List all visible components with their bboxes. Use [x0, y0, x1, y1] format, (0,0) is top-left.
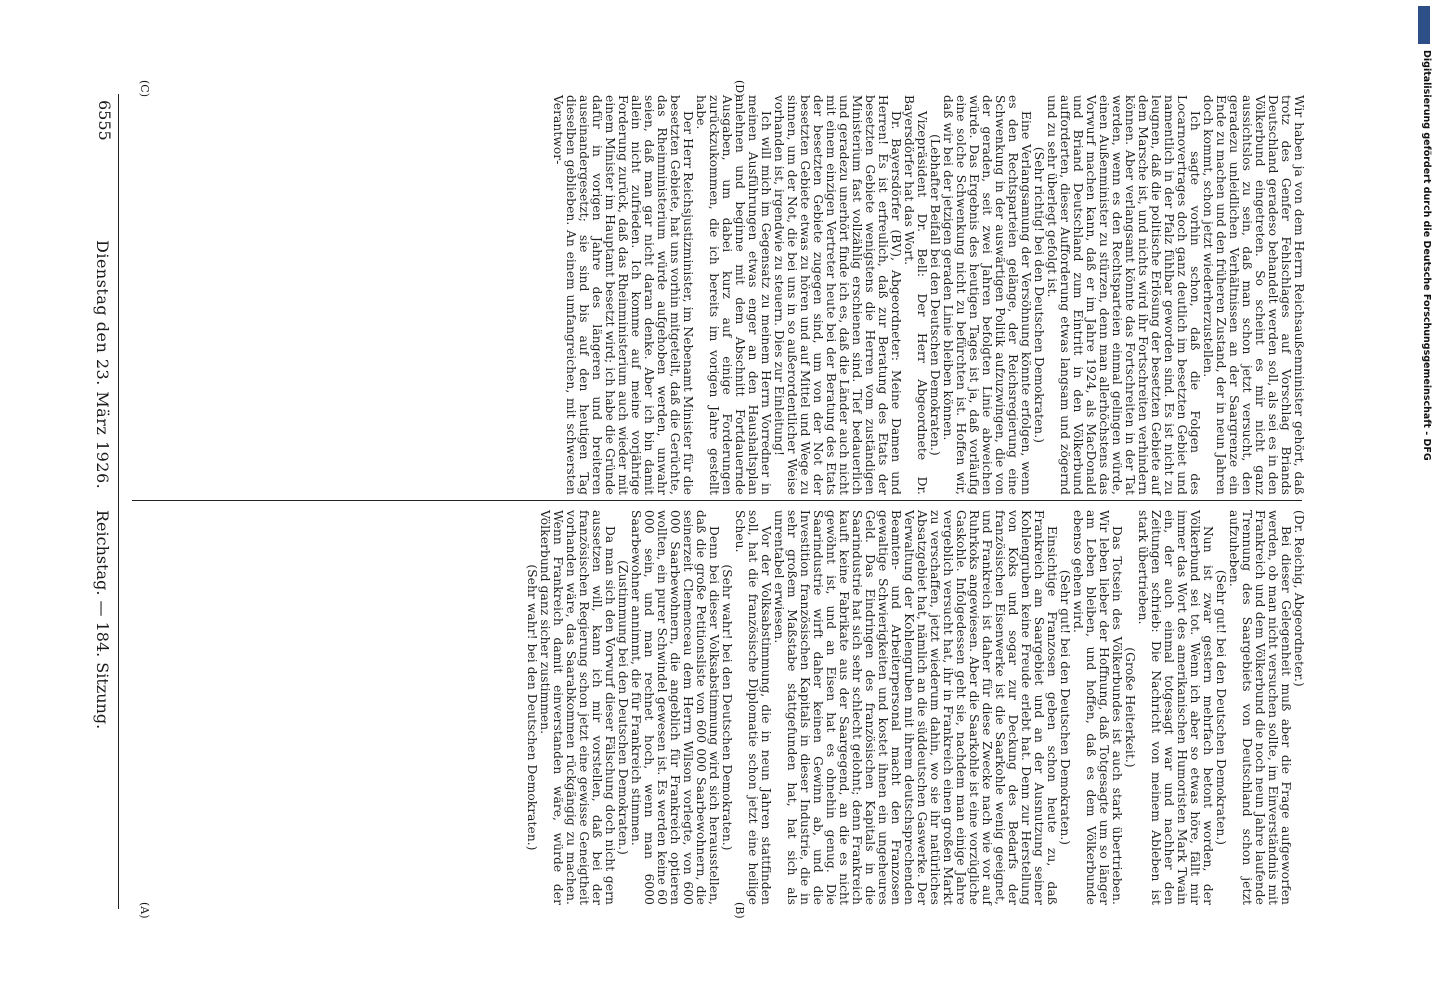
right-column-paragraph: Der Herr Reichsjustizminister, im Nebenamt Minister für die besetzten Gebiete, hat uns vorhin mitgeteilt, daß die Gerüchte, das Rheinministerium würde aufgehoben werden, unwahr seien, daß man gar nicht daran denke. Aber ich bin damit allein nicht zufrieden. Ich komme auf meine vorjährige Forderung zurück, daß das Rheinministerium auch wieder mit einem Minister im Hauptamt besetzt wird; ich habe die Gründe dafür in vorigen Jahre des längeren und breiteren auseinandergesetzt; sie sind bis auf den heutigen Tag dieselben geblieben. An einem umfangreichen, mit schwersten Verantwor-	[551, 95, 695, 495]
column-left	[525, 510, 1305, 905]
left-column-paragraph: Denn bei dieser Volksabstimmung wird sich herausstellen, daß die große Petitionsliste von 600 000 Saarbewohnern, die seinerzeit Clemenceau dem Herrn Wilson vorlegte, von 600 000 Saarbewohnern, die angeblich für Frankreich optieren wollten, ein purer Schwindel gewesen ist. Es werden keine 60 000 sein, und man rechnet hoch, wenn man 6000 Saarbewohner annimmt, die für Frankreich stimmen.	[629, 510, 721, 905]
column-divider	[132, 500, 1302, 501]
right-column-paragraph: (Lebhafter Beifall bei den Deutschen Demokraten.)	[928, 134, 942, 456]
right-column-paragraph: Ich will mich im Gegensatz zu meinem Herrn Vorredner in meinen Ausführungen etwas enger an den Haushaltsplan anlehnen und beginne mit dem Abschnitt Fortdauernde Ausgaben, um dabei kurz auf einige Forderungen zurückzukommen, die ich bereits im vorigen Jahre gestellt habe.	[694, 95, 773, 495]
left-column-paragraph: (Große Heiterkeit.)	[1123, 647, 1137, 768]
left-column-paragraph: (Sehr wahr! bei den Deutschen Demokraten.)	[525, 564, 539, 851]
left-column-paragraph: Das Totsein des Völkerbundes ist auch stark übertrieben. Wir leben lieber der Hoffnung, daß Totgesagte um so länger am Leben bleiben, und hoffen, daß es dem Völkerbunde ebenso gehen wird.	[1071, 510, 1124, 905]
dfg-side-note: Digitalisierung gefördert durch die Deutsche Forschungsgemeinschaft - DFG	[1421, 50, 1432, 461]
page-number: 6555	[95, 100, 114, 141]
left-column-paragraph: (Dr. Reichig, Abgeordneter.)	[1292, 510, 1306, 687]
left-column-paragraph: (Sehr gut! bei den Deutschen Demokraten.)	[1058, 569, 1072, 846]
left-column-paragraph: (Zustimmung bei den Deutschen Demokraten.)	[616, 560, 630, 855]
left-column-paragraph: Nun ist zwar gestern mehrfach betont worden, der Völkerbund sei tot. Wenn ich aber so etwas höre, fällt mir immer das Wort des amerikanischen Humoristen Mark Twain ein, der auch einmal totgesagt war und nachher den Zeitungen schrieb: Die Nachricht von meinem Ableben ist stark übertrieben.	[1136, 510, 1215, 905]
margin-marker-a: (A)	[138, 902, 151, 919]
left-column-paragraph: Bei dieser Gelegenheit muß aber die Frage aufgeworfen werden, ob man nicht versuchen sollte, im Einverständnis mit Frankreich und dem Völkerbund die noch neun Jahre laufende Trennung des Saargebiets von Deutschland schon jetzt aufzuheben.	[1227, 510, 1293, 905]
margin-marker-c: (C)	[138, 80, 151, 97]
left-column-paragraph: (Sehr wahr! bei den Deutschen Demokraten.)	[720, 564, 734, 851]
dfg-logo	[1418, 6, 1430, 44]
header-left: Reichstag. — 184. Sitzung.	[93, 510, 112, 730]
left-column-paragraph: Vor der Volksabstimmung, die in neun Jahren stattfinden soll, hat die französische Diplomatie schon jetzt eine heilige Scheu.	[733, 510, 773, 905]
right-column-paragraph: Wir haben ja von dem Herrn Reichsaußenminister gehört, daß trotz des Genfer Fehlschlages auf Vorschlag Briands Deutschland geradeso behandelt werden soll, als sei es in den Völkerbund eingetreten. So scheint es mir nicht ganz aussichtslos zu sein, daß man schon jetzt versucht, den geradezu unleidlichen Verhältnissen an der Saargrenze ein Ende zu machen und den früheren Zustand, der in neun Jahren doch kommt, schon jetzt wiederherzustellen.	[1201, 95, 1306, 495]
column-right	[551, 95, 1305, 495]
right-column-paragraph: Eine Verlangsamung der Versöhnung könnte erfolgen, wenn es den Rechtsparteien gelänge, der Reichsregierung eine Schwenkung in der auswärtigen Politik aufzuzwingen, die von der geraden, seit zwei Jahren befolgten Linie abweichen würde. Das Ergebnis des heutigen Tages ist ja, daß vorläufig eine solche Schwenkung nicht zu befürchten ist. Hoffen wir, daß wir bei der jetzigen geraden Linie bleiben können.	[941, 95, 1033, 495]
header-rule	[118, 94, 119, 909]
right-column-paragraph: Dr. Bayersdörfer (BV), Abgeordneter: Meine Damen und Herren! Es ist erfreulich, daß zur Beratung des Etats der besetzten Gebiete wenigstens die Herren vom zuständigen Ministerium fast vollzählig erschienen sind. Tief bedauerlich und geradezu unerhört finde ich es, daß die Länder auch nicht mit einem einzigen Vertreter heute bei der Beratung des Etats der besetzten Gebiete zugegen sind, um von der Not der besetzten Gebiete etwas zu hören und auf Mittel und Wege zu sinnen, um der Not, die bei uns in so außerordentlicher Weise vorhanden ist, irgendwie zu steuern. Dies zur Einleitung!	[772, 95, 903, 495]
left-column-paragraph: Da man sich den Vorwurf dieser Fälschung doch nicht gern aussetzen will, kann ich mir vorstellen, daß bei der französischen Regierung schon jetzt eine gewisse Geneigtheit vorhanden wäre, das Saarabkommen rückgängig zu machen. Wenn Frankreich damit einverstanden wäre, würde der Völkerbund ganz sicher zustimmen.	[538, 510, 617, 905]
right-column-paragraph: Ich sagte vorhin schon, daß die Folgen des Locarnovertrages doch ganz deutlich im besetzten Gebiet und namentlich in der Pfalz fühlbar geworden sind. Es ist nicht zu leugnen, daß die politische Erlösung der besetzten Gebiete auf dem Marsche ist, und nichts wird ihr Fortschreiten verhindern können. Aber verlangsamt könnte das Fortschreiten in der Tat werden, wenn es den Rechtsparteien einmal gelingen würde, einen Außenminister zu stürzen, denn man allerhöchstens das Vorwurf machen kann, daß er im Jahre 1924, als MacDonald und Briand Deutschland zum Eintritt in den Völkerbund aufforderten, dieser Aufforderung etwas langsam und zögernd und zu sehr überlegt gefolgt ist.	[1045, 95, 1202, 495]
left-column-paragraph: Einsichtige Franzosen geben schon heute zu, daß Frankreich am Saargebiet und an der Ausnutzung seiner Kohlengruben keine Freude erlebt hat. Denn zur Herstellung von Koks und sogar zur Deckung des Bedarfs der französischen Eisenwerke ist die Saarkohle wenig geeignet, und Frankreich ist daher für diese Zwecke nach wie vor auf Ruhrkoks angewiesen. Aber die Saarkohle ist eine vorzügliche Gaskohle. Infolgedessen geht sie, nachdem man einige Jahre vergeblich versucht hat, ihr in Frankreich einen großen Markt zu verschaffen, jetzt wiederum dahin, wo sie ihr natürliches Absatzgebiet hat, nämlich an die süddeutschen Gaswerke. Der Verwaltung der Kohlengruben mit ihrem deutschsprechenden Beamten- und Arbeiterpersonal macht den Franzosen gewaltige Schwierigkeiten und kostet ihnen ein ungeheures Geld. Das Eindringen des französischen Kapitals in die Saarindustrie hat sich sehr schlecht gelohnt; denn Frankreich kauft keine Fabrikate aus der Saargegend, an die es nicht gewöhnt ist, und an Eisen hat es ohnehin genug. Die Saarindustrie wirft daher keinen Gewinn ab, und die Investition französischen Kapitals in dieser Industrie, die in sehr großem Maßstabe stattgefunden hat, hat sich als unrentabel erwiesen.	[772, 510, 1059, 905]
margin-marker-b: (B)	[733, 902, 746, 919]
right-column-paragraph: Vizepräsident Dr. Bell: Der Herr Abgeordnete Dr. Bayersdörfer hat das Wort.	[902, 95, 929, 495]
right-column-paragraph: (Sehr richtig! bei den Deutschen Demokraten.)	[1032, 146, 1046, 444]
margin-marker-d: (D)	[733, 80, 746, 98]
left-column-paragraph: (Sehr gut! bei den Deutschen Demokraten.)	[1214, 569, 1228, 846]
header-right: Dienstag den 23. März 1926.	[93, 240, 112, 490]
